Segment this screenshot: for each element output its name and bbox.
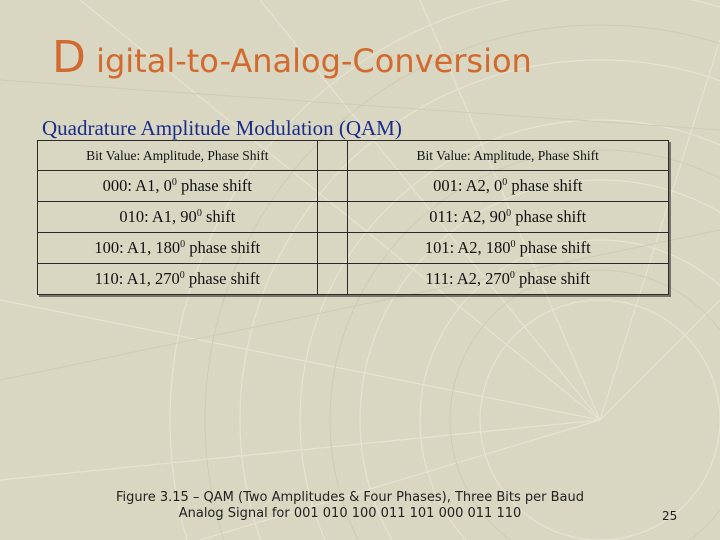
caption-line-2: Analog Signal for 001 010 100 011 101 000 011 110 [178, 506, 522, 521]
slide-title [52, 32, 532, 83]
table-row [38, 233, 669, 264]
table-header-right: Bit Value: Amplitude, Phase Shift [347, 141, 669, 171]
table-cell: 001: A2, $0^0$ phase shift [347, 171, 669, 202]
figure-caption [60, 490, 640, 522]
table-row [38, 171, 669, 202]
table-cell: 111: A2, $270^0$ phase shift [347, 264, 669, 295]
table-cell: 101: A2, $180^0$ phase shift [347, 233, 669, 264]
table-cell: 011: A2, $90^0$ phase shift [347, 202, 669, 233]
table-row [38, 202, 669, 233]
table-gap-cell [317, 171, 347, 202]
caption-line-1: Figure 3.15 – QAM (Two Amplitudes & Four Phases), Three Bits per Baud [116, 490, 584, 505]
table-gap-cell [317, 233, 347, 264]
table-gap-cell [317, 264, 347, 295]
table-header-left: Bit Value: Amplitude, Phase Shift [38, 141, 318, 171]
page-number: 25 [662, 509, 678, 523]
table-cell: 110: A1, $270^0$ phase shift [38, 264, 318, 295]
slide-subtitle: Quadrature Amplitude Modulation (QAM) [42, 116, 402, 140]
table-cell: 100: A1, $180^0$ phase shift [38, 233, 318, 264]
slide-title-rest: igital-to-Analog-Conversion [85, 42, 532, 80]
table-gap-cell [317, 141, 347, 171]
table-row [38, 264, 669, 295]
table-cell: 010: A1, $90^0$ shift [38, 202, 318, 233]
table-cell: 000: A1, $0^0$ phase shift [38, 171, 318, 202]
qam-bit-mapping-table [37, 140, 669, 295]
slide-title-initial: D [52, 32, 86, 83]
table-gap-cell [317, 202, 347, 233]
table-header-row [38, 141, 669, 171]
